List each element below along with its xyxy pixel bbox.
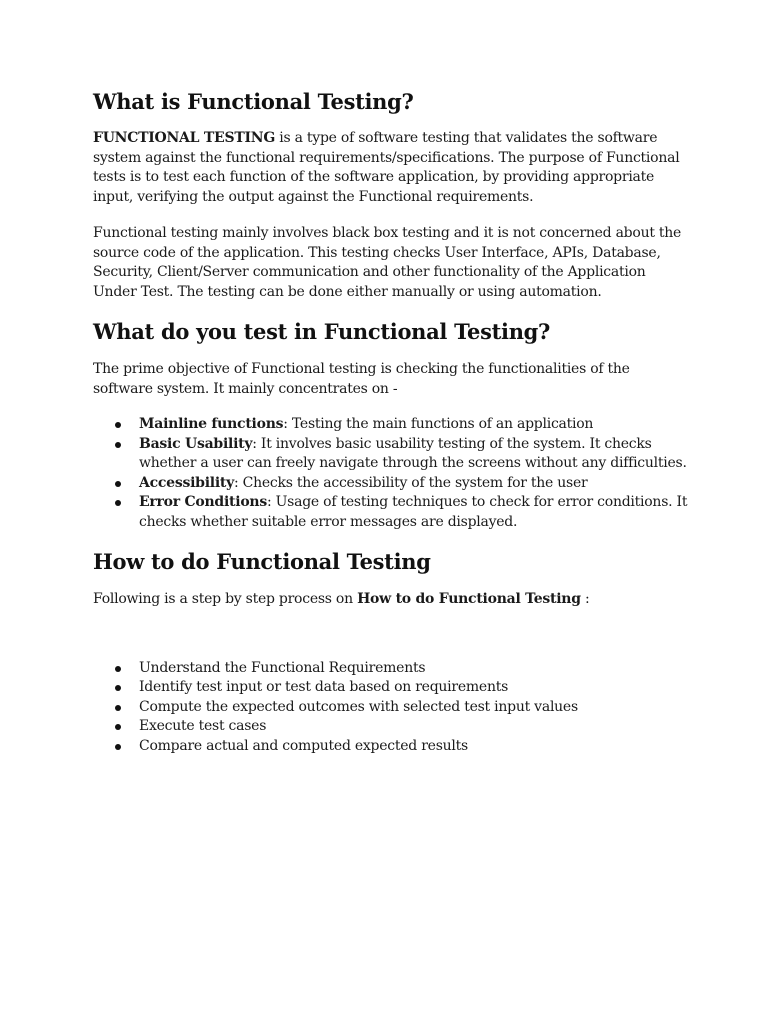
list-item-term: Accessibility — [139, 474, 234, 491]
objective-paragraph: The prime objective of Functional testing is checking the functionalities of the software system. It mainly concentrates on - — [93, 361, 630, 397]
list-item-desc: : Testing the main functions of an application — [283, 416, 594, 432]
process-steps-list — [93, 659, 693, 757]
process-intro-end: : — [580, 591, 590, 607]
process-intro-text: Following is a step by step process on — [93, 591, 358, 607]
list-item-term: Mainline functions — [139, 416, 284, 432]
step-text: Compute the expected outcomes with selected test input values — [139, 698, 578, 715]
process-intro-paragraph — [93, 590, 693, 610]
bullet-icon — [115, 705, 121, 711]
bullet-icon — [115, 666, 121, 672]
list-item — [93, 415, 693, 435]
list-item — [93, 493, 693, 532]
bullet-icon — [115, 500, 121, 506]
list-item — [93, 659, 693, 679]
list-item-term: Basic Usability — [139, 435, 253, 452]
list-item-term: Error Conditions — [139, 494, 267, 510]
bullet-icon — [115, 481, 121, 487]
list-item — [93, 698, 693, 718]
section-heading-what-is: What is Functional Testing? — [93, 89, 414, 114]
list-item — [93, 678, 693, 698]
list-item — [93, 474, 693, 494]
process-intro-bold: How to do Functional Testing — [357, 591, 581, 607]
bullet-icon — [115, 724, 121, 730]
definition-text: is a type of software testing that validates the software system against the functional requirements/specifications. The purpose of Functional tests is to test each function of the software application, by providing appropriate input, verifying the output against the Functional requirements. — [93, 130, 680, 205]
document-page — [93, 88, 693, 756]
step-text: Execute test cases — [139, 718, 267, 734]
bullet-icon — [115, 685, 121, 691]
bullet-icon — [115, 744, 121, 750]
list-item-desc: : Usage of testing techniques to check for error conditions. It checks whether suitable error messages are displayed. — [139, 494, 688, 530]
step-text: Understand the Functional Requirements — [139, 659, 426, 676]
section-heading-how-to: How to do Functional Testing — [93, 549, 431, 574]
section-heading-what-to-test: What do you test in Functional Testing? — [93, 319, 551, 344]
list-item — [93, 717, 693, 737]
step-text: Compare actual and computed expected results — [139, 737, 468, 754]
bullet-icon — [115, 422, 121, 428]
list-item — [93, 435, 693, 474]
list-item-desc: : Checks the accessibility of the system for the user — [234, 474, 588, 491]
definition-paragraph — [93, 129, 693, 207]
step-text: Identify test input or test data based on requirements — [139, 679, 509, 695]
list-item — [93, 737, 693, 757]
list-item-desc: : It involves basic usability testing of the system. It checks whether a user can freely navigate through the screens without any difficulties. — [139, 435, 687, 471]
bullet-icon — [115, 442, 121, 448]
black-box-paragraph: Functional testing mainly involves black box testing and it is not concerned about the source code of the application. This testing checks User Interface, APIs, Database, Security, Client/Server communication and other functionality of the Application Under Test. The testing can be done either manually or using automation. — [93, 225, 682, 300]
definition-term: FUNCTIONAL TESTING — [93, 130, 276, 146]
focus-areas-list — [93, 415, 693, 532]
